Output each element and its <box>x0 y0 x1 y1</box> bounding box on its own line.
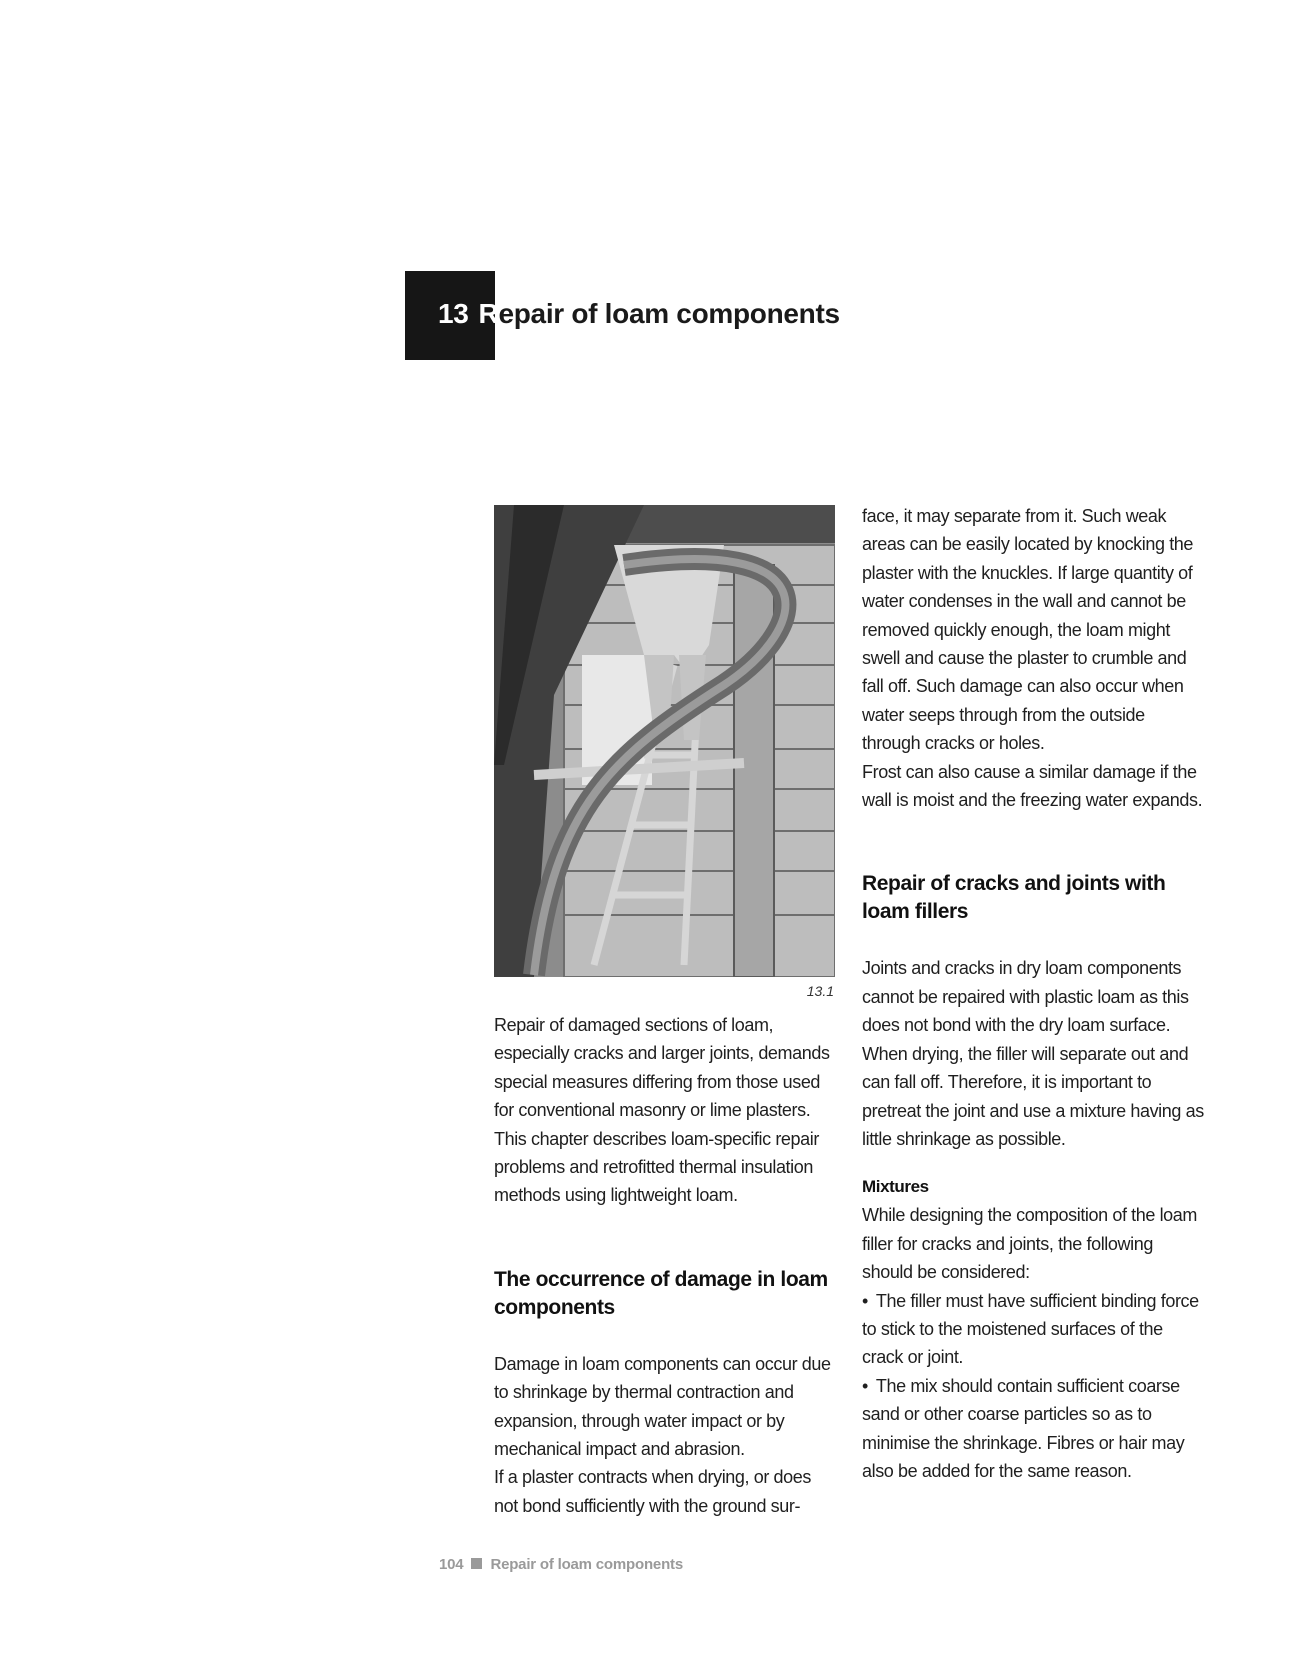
figure-photo-illustration <box>494 505 835 977</box>
repair-paragraph: Joints and cracks in dry loam components cannot be repaired with plastic loam as this does not bond with the dry loam surface. When drying, the filler will separate out and can fall off. Therefore, it is important to pretreat the joint and use a mixture having as little shrinkage as possible. <box>862 958 1204 1149</box>
continued-paragraph: face, it may separate from it. Such weak areas can be easily located by knocking the plaster with the knuckles. If large quantity of water condenses in the wall and cannot be removed quickly enough, the loam might swell and cause the plaster to crumble and fall off. Such damage can also occur when water seeps through from the outside through cracks or holes. <box>862 506 1194 754</box>
damage-paragraph-1: Damage in loam components can occur due to shrinkage by thermal contraction and expansion, through water impact or by mechanical impact and abrasion. <box>494 1353 831 1460</box>
section-heading-damage: The occurrence of damage in loam components <box>494 1267 828 1319</box>
page-footer <box>439 1556 683 1573</box>
mixtures-paragraph: While designing the composition of the loam filler for cracks and joints, the following should be considered: <box>862 1205 1197 1283</box>
subheading-mixtures: Mixtures <box>862 1177 929 1197</box>
right-column <box>862 502 1207 1485</box>
damage-paragraph-2: If a plaster contracts when drying, or does not bond sufficiently with the ground sur- <box>494 1467 811 1516</box>
square-bullet-icon <box>471 1558 482 1569</box>
running-title: Repair of loam components <box>490 1556 683 1573</box>
intro-paragraph: Repair of damaged sections of loam, especially cracks and larger joints, demands special measures differing from those used for conventional masonry or lime plasters. This chapter describes loam-specific repair problems and retrofitted thermal insulation methods using lightweight loam. <box>494 1015 830 1206</box>
figure-caption-number: 13.1 <box>806 983 834 999</box>
left-column <box>494 1011 839 1520</box>
frost-paragraph: Frost can also cause a similar damage if the wall is moist and the freezing water expands. <box>862 761 1203 811</box>
chapter-heading <box>438 296 840 332</box>
bullet-item: • The filler must have sufficient binding force to stick to the moistened surfaces of the crack or joint. <box>862 1287 1207 1372</box>
chapter-title: Repair of loam components <box>478 298 840 329</box>
bullet-item: • The mix should contain sufficient coarse sand or other coarse particles so as to minimise the shrinkage. Fibres or hair may also be added for the same reason. <box>862 1372 1207 1486</box>
chapter-number: 13 <box>438 298 469 329</box>
figure-photo <box>494 505 835 977</box>
section-heading-repair: Repair of cracks and joints with loam fillers <box>862 872 1166 924</box>
page-number: 104 <box>439 1556 464 1573</box>
